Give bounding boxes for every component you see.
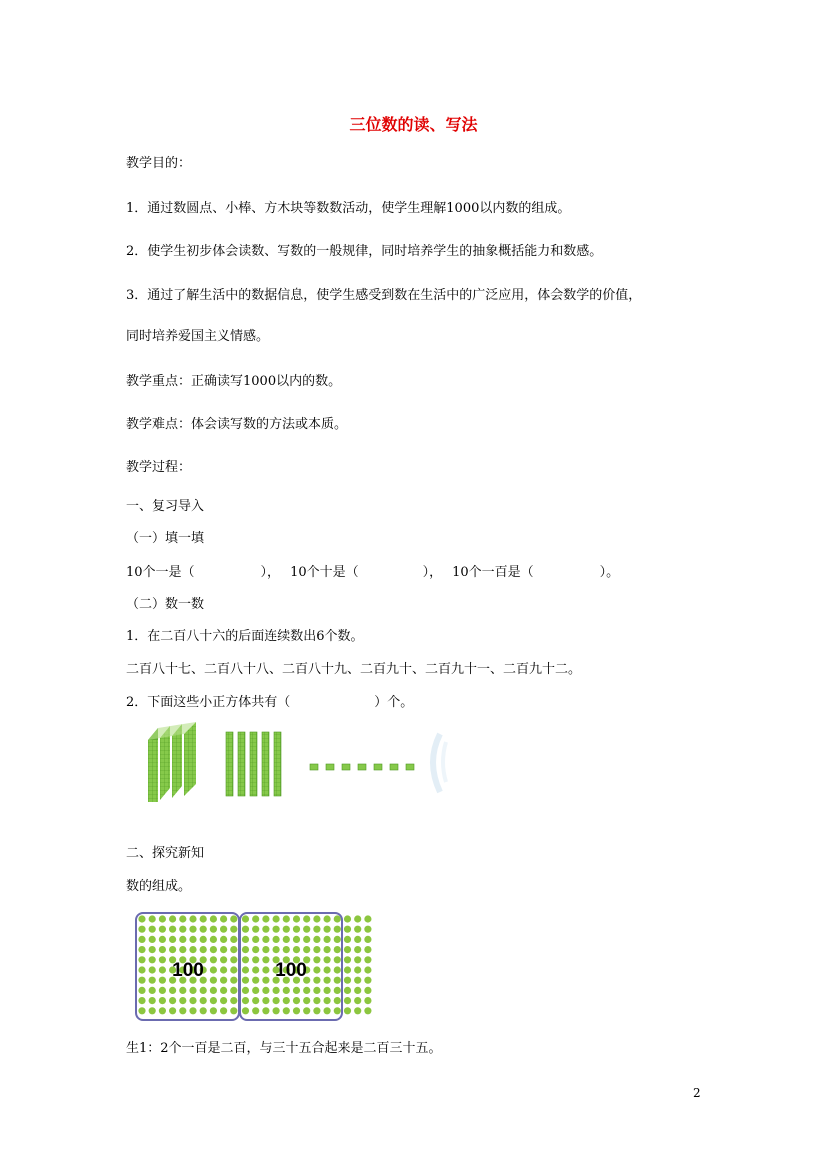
hundred-label-2: 100 bbox=[275, 960, 307, 981]
unit-cubes bbox=[310, 764, 414, 770]
dot bbox=[149, 987, 156, 994]
dot bbox=[220, 966, 227, 973]
dot bbox=[159, 997, 166, 1004]
dot bbox=[293, 1007, 300, 1014]
dot bbox=[138, 1007, 145, 1014]
dot bbox=[262, 997, 269, 1004]
dot bbox=[364, 946, 371, 953]
dot bbox=[210, 936, 217, 943]
fill-in-line: 10个一是（ ）， 10个十是（ ）， 10个一百是（ ）。 bbox=[126, 565, 620, 580]
dot bbox=[364, 987, 371, 994]
dot bbox=[313, 987, 320, 994]
dot bbox=[262, 966, 269, 973]
dot bbox=[273, 997, 280, 1004]
dot bbox=[313, 956, 320, 963]
dot bbox=[313, 997, 320, 1004]
dot bbox=[159, 936, 166, 943]
dot bbox=[179, 915, 186, 922]
dot bbox=[364, 977, 371, 984]
dot bbox=[230, 926, 237, 933]
dot bbox=[293, 936, 300, 943]
dot bbox=[344, 997, 351, 1004]
unit-cube bbox=[358, 764, 366, 770]
dot bbox=[230, 997, 237, 1004]
dot bbox=[220, 1007, 227, 1014]
dot bbox=[344, 1007, 351, 1014]
dot bbox=[252, 997, 259, 1004]
dot bbox=[273, 936, 280, 943]
dot bbox=[334, 966, 341, 973]
dot bbox=[189, 915, 196, 922]
dot bbox=[138, 987, 145, 994]
page-number: 2 bbox=[693, 1086, 701, 1100]
dot bbox=[334, 987, 341, 994]
dot bbox=[303, 1007, 310, 1014]
dot bbox=[262, 987, 269, 994]
dot bbox=[179, 936, 186, 943]
ten-rod bbox=[262, 732, 269, 796]
dot bbox=[169, 915, 176, 922]
dot bbox=[210, 1007, 217, 1014]
dot bbox=[252, 926, 259, 933]
dot bbox=[273, 946, 280, 953]
objectives-heading: 教学目的： bbox=[126, 156, 192, 171]
bracket-shape bbox=[433, 734, 440, 792]
dot bbox=[344, 987, 351, 994]
dot bbox=[313, 946, 320, 953]
dot bbox=[149, 966, 156, 973]
dot bbox=[138, 956, 145, 963]
dot bbox=[293, 987, 300, 994]
dot bbox=[262, 1007, 269, 1014]
dot bbox=[169, 997, 176, 1004]
ten-rod bbox=[238, 732, 245, 796]
dot bbox=[189, 936, 196, 943]
dot bbox=[230, 936, 237, 943]
dot bbox=[230, 946, 237, 953]
dot bbox=[252, 915, 259, 922]
dot bbox=[344, 926, 351, 933]
dot bbox=[293, 926, 300, 933]
dot bbox=[344, 977, 351, 984]
objective-1: 1．通过数圆点、小棒、方木块等数数活动，使学生理解1000以内数的组成。 bbox=[126, 201, 571, 216]
process-heading: 教学过程： bbox=[126, 460, 192, 475]
dot bbox=[189, 987, 196, 994]
dot bbox=[324, 915, 331, 922]
dot bbox=[138, 997, 145, 1004]
dot bbox=[334, 977, 341, 984]
dot bbox=[149, 946, 156, 953]
dot bbox=[313, 926, 320, 933]
dot bbox=[364, 926, 371, 933]
dot bbox=[354, 956, 361, 963]
dot bbox=[303, 987, 310, 994]
dot bbox=[324, 1007, 331, 1014]
student-answer-1: 生1：2个一百是二百，与三十五合起来是二百三十五。 bbox=[126, 1041, 442, 1056]
dot bbox=[283, 1007, 290, 1014]
fill-hundreds: 10个一百是（ bbox=[452, 565, 534, 580]
section-explore: 二、探究新知 bbox=[126, 846, 205, 861]
dot bbox=[220, 987, 227, 994]
dot bbox=[293, 915, 300, 922]
dot bbox=[149, 926, 156, 933]
page-title: 三位数的读、写法 bbox=[349, 115, 478, 134]
dot bbox=[242, 997, 249, 1004]
dot bbox=[169, 1007, 176, 1014]
dot bbox=[262, 977, 269, 984]
dot bbox=[220, 936, 227, 943]
dot bbox=[210, 966, 217, 973]
dot bbox=[283, 997, 290, 1004]
dot bbox=[354, 997, 361, 1004]
dot bbox=[179, 926, 186, 933]
dot bbox=[210, 915, 217, 922]
dot bbox=[200, 1007, 207, 1014]
dot bbox=[334, 926, 341, 933]
dot bbox=[344, 915, 351, 922]
dot bbox=[283, 915, 290, 922]
dot bbox=[159, 987, 166, 994]
dot bbox=[364, 956, 371, 963]
dot bbox=[313, 936, 320, 943]
dot bbox=[252, 966, 259, 973]
ten-rod bbox=[226, 732, 233, 796]
key-point: 教学重点：正确读写1000以内的数。 bbox=[126, 374, 342, 389]
dot-grid-illustration bbox=[132, 910, 388, 1024]
dot bbox=[210, 997, 217, 1004]
dot bbox=[262, 946, 269, 953]
dot bbox=[159, 1007, 166, 1014]
unit-cube bbox=[326, 764, 334, 770]
dot bbox=[324, 936, 331, 943]
dot bbox=[262, 956, 269, 963]
dot bbox=[364, 966, 371, 973]
dot bbox=[138, 936, 145, 943]
dot bbox=[159, 977, 166, 984]
dot bbox=[230, 966, 237, 973]
count-question-2: 2．下面这些小正方体共有（ ）个。 bbox=[126, 695, 414, 710]
ten-rod bbox=[274, 732, 281, 796]
dot bbox=[364, 997, 371, 1004]
dot bbox=[220, 977, 227, 984]
dot bbox=[220, 956, 227, 963]
dot bbox=[324, 946, 331, 953]
dot bbox=[210, 987, 217, 994]
dot bbox=[159, 926, 166, 933]
dot bbox=[179, 987, 186, 994]
dot bbox=[364, 936, 371, 943]
dot bbox=[179, 997, 186, 1004]
dot bbox=[252, 956, 259, 963]
dot bbox=[149, 936, 156, 943]
dot bbox=[273, 987, 280, 994]
dot bbox=[334, 915, 341, 922]
unit-cube bbox=[390, 764, 398, 770]
unit-cube bbox=[342, 764, 350, 770]
count-answer-1: 二百八十七、二百八十八、二百八十九、二百九十、二百九十一、二百九十二。 bbox=[126, 662, 582, 677]
dot bbox=[354, 936, 361, 943]
dot bbox=[242, 946, 249, 953]
dot bbox=[293, 997, 300, 1004]
dot bbox=[252, 936, 259, 943]
ten-rods bbox=[226, 732, 281, 796]
dot bbox=[324, 956, 331, 963]
dot bbox=[210, 977, 217, 984]
count-question-1: 1．在二百八十六的后面连续数出6个数。 bbox=[126, 629, 364, 644]
dot bbox=[273, 915, 280, 922]
fill-ones: 10个一是（ bbox=[126, 565, 195, 580]
dot bbox=[159, 946, 166, 953]
dot bbox=[242, 1007, 249, 1014]
unit-cube bbox=[406, 764, 414, 770]
dot bbox=[303, 946, 310, 953]
dot bbox=[138, 977, 145, 984]
dot bbox=[273, 926, 280, 933]
ten-rod bbox=[250, 732, 257, 796]
dot bbox=[252, 977, 259, 984]
dot bbox=[303, 915, 310, 922]
dot bbox=[303, 936, 310, 943]
dot bbox=[313, 915, 320, 922]
dot bbox=[334, 997, 341, 1004]
hundred-block bbox=[184, 722, 196, 796]
dot bbox=[354, 987, 361, 994]
dot bbox=[210, 956, 217, 963]
dot bbox=[344, 936, 351, 943]
dot bbox=[230, 1007, 237, 1014]
dot bbox=[354, 915, 361, 922]
fill-tens: 10个十是（ bbox=[290, 565, 359, 580]
dot bbox=[283, 926, 290, 933]
dot bbox=[242, 966, 249, 973]
dot bbox=[262, 936, 269, 943]
dot bbox=[303, 926, 310, 933]
dot bbox=[242, 915, 249, 922]
dot bbox=[189, 926, 196, 933]
dot bbox=[344, 966, 351, 973]
dot bbox=[200, 997, 207, 1004]
dot bbox=[364, 1007, 371, 1014]
dot bbox=[242, 926, 249, 933]
dot bbox=[334, 946, 341, 953]
dot bbox=[252, 1007, 259, 1014]
dot bbox=[200, 936, 207, 943]
unit-cube bbox=[310, 764, 318, 770]
dot bbox=[220, 915, 227, 922]
dot bbox=[324, 987, 331, 994]
dot bbox=[324, 926, 331, 933]
unit-cube bbox=[374, 764, 382, 770]
dot bbox=[138, 946, 145, 953]
dot bbox=[242, 936, 249, 943]
objective-3-cont: 同时培养爱国主义情感。 bbox=[126, 329, 270, 344]
dot bbox=[230, 987, 237, 994]
dot bbox=[159, 966, 166, 973]
dot bbox=[138, 966, 145, 973]
dot bbox=[303, 997, 310, 1004]
dot bbox=[354, 946, 361, 953]
dot bbox=[138, 926, 145, 933]
dot bbox=[242, 956, 249, 963]
dot bbox=[220, 926, 227, 933]
dot bbox=[354, 926, 361, 933]
dot bbox=[149, 915, 156, 922]
dot bbox=[149, 956, 156, 963]
dot bbox=[189, 946, 196, 953]
dot bbox=[149, 1007, 156, 1014]
objective-2: 2．使学生初步体会读数、写数的一般规律，同时培养学生的抽象概括能力和数感。 bbox=[126, 244, 603, 259]
hundred-blocks bbox=[148, 722, 196, 802]
dot bbox=[169, 936, 176, 943]
dot bbox=[200, 926, 207, 933]
dot bbox=[149, 997, 156, 1004]
dot bbox=[283, 946, 290, 953]
dot bbox=[283, 987, 290, 994]
objective-3: 3．通过了解生活中的数据信息，使学生感受到数在生活中的广泛应用，体会数学的价值， bbox=[126, 288, 642, 303]
dot bbox=[324, 977, 331, 984]
dot bbox=[138, 915, 145, 922]
dot bbox=[242, 977, 249, 984]
dot bbox=[334, 936, 341, 943]
dot bbox=[354, 977, 361, 984]
dot bbox=[364, 915, 371, 922]
dot bbox=[230, 956, 237, 963]
dot bbox=[179, 1007, 186, 1014]
dot bbox=[179, 946, 186, 953]
dot bbox=[189, 997, 196, 1004]
dot bbox=[149, 977, 156, 984]
dot bbox=[230, 915, 237, 922]
dot bbox=[169, 946, 176, 953]
hundred-label-1: 100 bbox=[172, 960, 204, 981]
dot bbox=[354, 966, 361, 973]
dot bbox=[313, 1007, 320, 1014]
dot bbox=[293, 946, 300, 953]
sub-fill: （一）填一填 bbox=[126, 531, 205, 546]
dot bbox=[189, 1007, 196, 1014]
dot bbox=[220, 946, 227, 953]
dot bbox=[283, 936, 290, 943]
dot bbox=[210, 946, 217, 953]
dot bbox=[334, 956, 341, 963]
dot bbox=[159, 956, 166, 963]
dot bbox=[262, 926, 269, 933]
composition-label: 数的组成。 bbox=[126, 879, 192, 894]
dot bbox=[262, 915, 269, 922]
cubes-illustration bbox=[140, 722, 460, 804]
dot bbox=[200, 987, 207, 994]
dot bbox=[344, 956, 351, 963]
sub-count: （二）数一数 bbox=[126, 597, 205, 612]
dot bbox=[169, 987, 176, 994]
difficulty: 教学难点：体会读写数的方法或本质。 bbox=[126, 417, 348, 432]
dot bbox=[169, 926, 176, 933]
dot bbox=[252, 987, 259, 994]
dot bbox=[273, 1007, 280, 1014]
section-review: 一、复习导入 bbox=[126, 499, 205, 514]
dot bbox=[230, 977, 237, 984]
dot bbox=[324, 966, 331, 973]
dot bbox=[313, 977, 320, 984]
dot bbox=[354, 1007, 361, 1014]
dot bbox=[200, 946, 207, 953]
dot bbox=[242, 987, 249, 994]
dot bbox=[159, 915, 166, 922]
dot bbox=[210, 926, 217, 933]
dot bbox=[324, 997, 331, 1004]
dot bbox=[344, 946, 351, 953]
dot bbox=[313, 966, 320, 973]
dot bbox=[200, 915, 207, 922]
dot bbox=[252, 946, 259, 953]
dot bbox=[334, 1007, 341, 1014]
dot bbox=[220, 997, 227, 1004]
